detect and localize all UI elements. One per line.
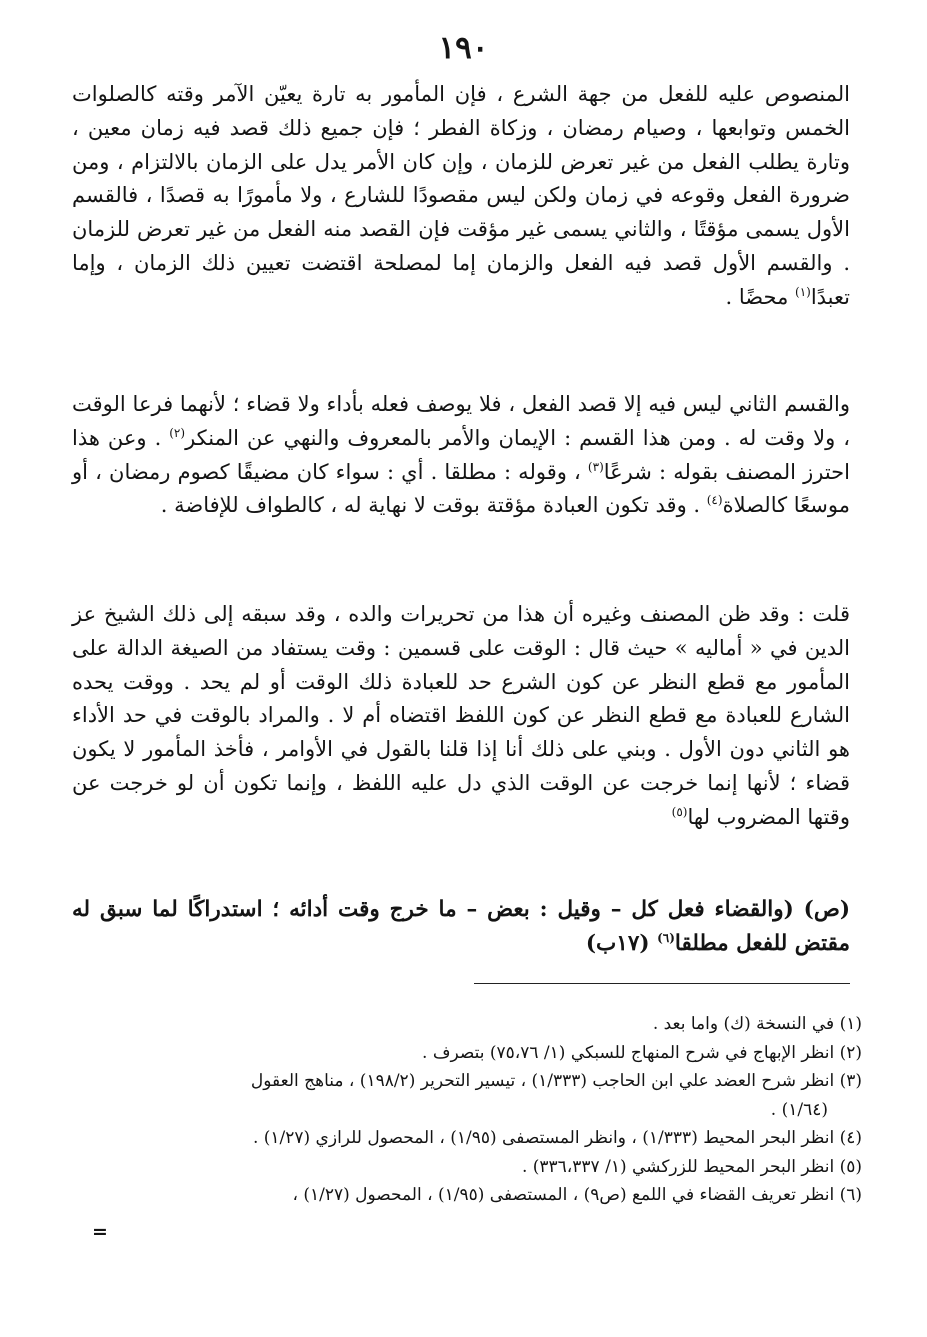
footnote-divider [474, 983, 850, 984]
paragraph-1-body: المنصوص عليه للفعل من جهة الشرع ، فإن المأمور به تارة يعيّن الآمر وقته كالصلوات الخمس وتوابعها ، وصيام رمضان ، وزكاة الفطر ؛ فإن جميع ذلك قصد فيه زمان معين ، وتارة يطلب الفعل من غير تعرض للزمان ، وإن كان الأمر يدل على الزمان بالالتزام ، ومن ضرورة الفعل وقوعه في زمان ولكن ليس مقصودًا للشارع ، ولا مأمورًا به قصدًا ، فالقسم الأول يسمى مؤقتًا ، والثاني يسمى غير مؤقت فإن القصد منه الفعل من غير تعرض للزمان . والقسم الأول قصد فيه الفعل والزمان إما لمصلحة اقتضت تعيين ذلك الزمان ، وإما تعبدًا [72, 82, 850, 309]
matn-quote-text [72, 893, 850, 961]
footnote-ref-4: (٤) [706, 493, 723, 508]
footnote-ref-3: (٣) [587, 459, 604, 474]
paragraph-1-text [72, 78, 850, 315]
paragraph-3 [72, 598, 850, 835]
footnote-1: (١) في النسخة (ك) واما بعد . [652, 1014, 862, 1034]
footnote-ref-5: (٥) [671, 804, 688, 819]
paragraph-2 [72, 388, 850, 523]
paragraph-1 [72, 78, 850, 315]
paragraph-2-part-d: . وقد تكون العبادة مؤقتة بوقت لا نهاية له ، كالطواف للإفاضة . [160, 493, 707, 518]
footnote-5: (٥) انظر البحر المحيط للزركشي (١/ ٣٣٦،٣٣٧) . [521, 1156, 862, 1177]
footnote-ref-6: (٦) [657, 930, 675, 945]
paragraph-2-text [72, 388, 850, 523]
page-number: ١٩٠ [438, 30, 489, 66]
footnote-ref-2: (٢) [169, 425, 186, 440]
folio-marker: (١٧ب) [585, 931, 658, 956]
paragraph-2-part-c: ، وقوله : مطلقا . أي : سواء كان مضيقًا كصوم رمضان ، أو موسعًا كالصلاة [72, 459, 850, 518]
paragraph-2-part-a: والقسم الثاني ليس فيه إلا قصد الفعل ، فلا يوصف فعله بأداء ولا قضاء ؛ لأنهما فرعا الوقت ، ولا وقت له . ومن هذا القسم : الإيمان والأمر بالمعروف والنهي عن المنكر [72, 392, 850, 450]
paragraph-2-part-b: . وعن هذا احترز المصنف بقوله : شرعًا [72, 425, 850, 484]
footnotes [72, 1010, 862, 1210]
continuation-mark: = [92, 1221, 108, 1243]
footnote-3: (٣) انظر شرح العضد علي ابن الحاجب (١/٣٣٣) ، تيسير التحرير (١٩٨/٢) ، مناهج العقول [250, 1071, 862, 1091]
footnote-6: (٦) انظر تعريف القضاء في اللمع (ص٩) ، المستصفى (١/٩٥) ، المحصول (١/٢٧) ، [292, 1185, 862, 1205]
paragraph-3-body: قلت : وقد ظن المصنف وغيره أن هذا من تحريرات والده ، وقد سبقه إلى ذلك الشيخ عز الدين في « أماليه » حيث قال : الوقت على قسمين : وقت يستفاد من الصيغة الدالة على المأمور مع قطع النظر عن كون الشرع حد للعبادة ذلك الوقت أو لم يحد . ووقت يحده الشارع للعبادة مع قطع النظر عن كون اللفظ اقتضاه أم لا . والمراد بالوقت في حد الأداء هو الثاني دون الأول . وبني على ذلك أنا إذا قلنا بالقول في الأوامر ، فأخذ المأمور لا يكون قضاء ؛ لأنها إنما خرجت عن الوقت الذي دل عليه اللفظ ، وإنما تكون أن لو خرجت عن وقتها المضروب لها [72, 602, 850, 829]
footnote-3-continued: (١/٦٤) . [770, 1099, 828, 1120]
paragraph-3-text [72, 598, 850, 835]
footnote-2: (٢) انظر الإبهاج في شرح المنهاج للسبكي (١/ ٧٥،٧٦) بتصرف . [422, 1042, 862, 1063]
paragraph-1-tail: محضًا . [725, 284, 795, 309]
matn-body: (ص) (والقضاء فعل كل – وقيل : بعض – ما خرج وقت أدائه ؛ استدراكًا لما سبق له مقتض للفعل مطلقا [72, 897, 850, 956]
footnote-4: (٤) انظر البحر المحيط (١/٣٣٣) ، وانظر المستصفى (١/٩٥) ، المحصول للرازي (١/٢٧) . [252, 1128, 862, 1148]
footnote-ref-1: (١) [795, 284, 811, 299]
matn-quote [72, 893, 850, 961]
